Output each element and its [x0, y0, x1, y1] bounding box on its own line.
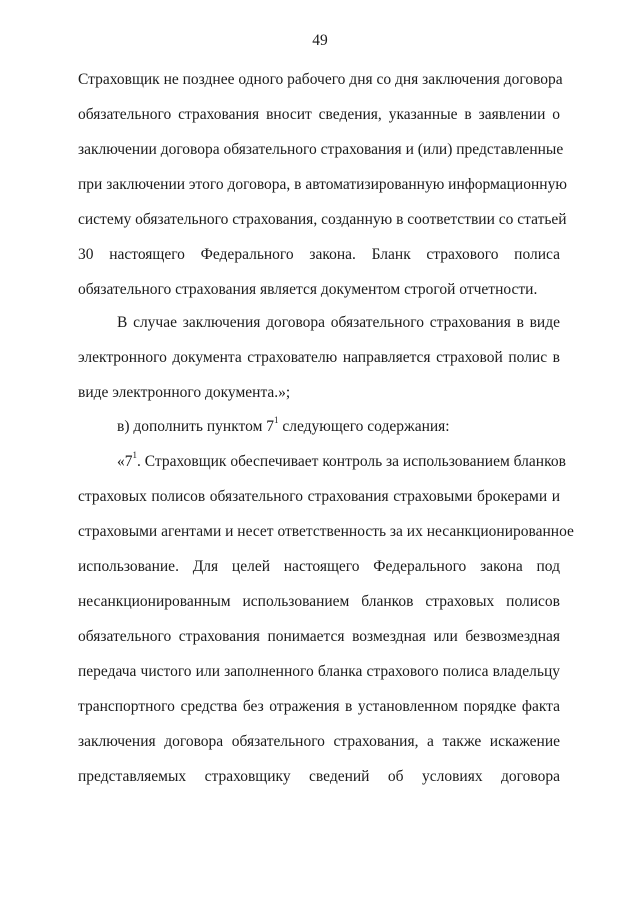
text-line: при заключении этого договора, в автоматизированную информационную — [78, 176, 567, 193]
text-line: 30 настоящего Федерального закона. Бланк страхового полиса — [78, 246, 560, 263]
text-line: Страховщик не позднее одного рабочего дня со дня заключения договора — [78, 71, 563, 88]
superscript: 1 — [132, 449, 137, 460]
text-line: виде электронного документа.»; — [78, 384, 291, 401]
text-line: страховыми агентами и несет ответственность за их несанкционированное — [78, 523, 574, 540]
text-line — [117, 414, 560, 437]
text-line: транспортного средства без отражения в установленном порядке факта — [78, 698, 560, 715]
text-line: передача чистого или заполненного бланка страхового полиса владельцу — [78, 663, 560, 680]
text-segment: . Страховщик обеспечивает контроль за использованием бланков — [137, 453, 566, 470]
text-line: заключения договора обязательного страхования, а также искажение — [78, 733, 560, 750]
superscript: 1 — [274, 414, 279, 425]
text-line: В случае заключения договора обязательного страхования в виде — [117, 314, 560, 331]
text-line: заключении договора обязательного страхования и (или) представленные — [78, 141, 564, 158]
text-segment: «7 — [117, 453, 133, 470]
text-line — [117, 449, 566, 472]
text-line: электронного документа страхователю направляется страховой полис в — [78, 349, 560, 366]
text-line: обязательного страхования вносит сведения, указанные в заявлении о — [78, 106, 560, 123]
text-segment: следующего содержания: — [278, 418, 450, 435]
text-segment: в) дополнить пунктом 7 — [117, 418, 274, 435]
text-line: представляемых страховщику сведений об условиях договора — [78, 768, 560, 785]
text-line: использование. Для целей настоящего Федерального закона под — [78, 558, 560, 575]
text-line: несанкционированным использованием бланков страховых полисов — [78, 593, 560, 610]
text-line: обязательного страхования понимается возмездная или безвозмездная — [78, 628, 560, 645]
text-line: обязательного страхования является документом строгой отчетности. — [78, 281, 538, 298]
page-number: 49 — [312, 32, 328, 49]
text-line: систему обязательного страхования, созданную в соответствии со статьей — [78, 211, 567, 228]
text-line: страховых полисов обязательного страхования страховыми брокерами и — [78, 488, 560, 505]
